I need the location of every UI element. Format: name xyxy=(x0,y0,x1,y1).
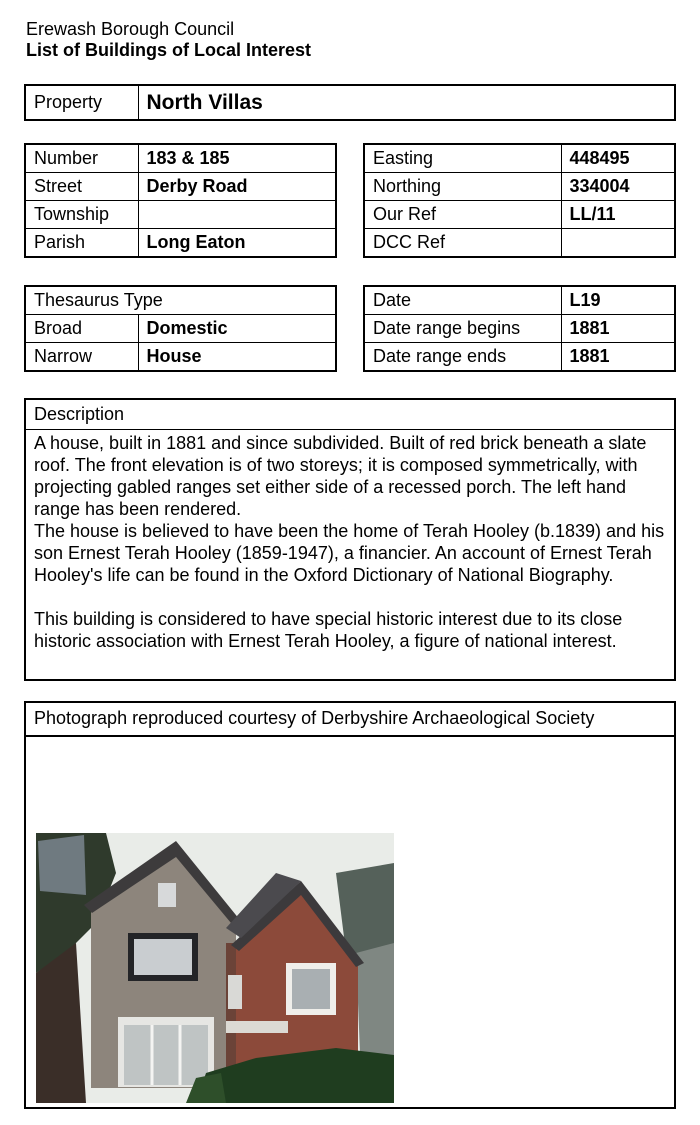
township-label: Township xyxy=(25,201,138,229)
property-name: North Villas xyxy=(138,85,675,120)
table-row xyxy=(364,201,675,229)
description-title: Description xyxy=(26,400,674,430)
number-label: Number xyxy=(25,144,138,173)
northing-label: Northing xyxy=(364,173,561,201)
date-value: L19 xyxy=(561,286,675,315)
table-row xyxy=(364,144,675,173)
dcc-ref-label: DCC Ref xyxy=(364,229,561,258)
our-ref-value: LL/11 xyxy=(561,201,675,229)
property-label: Property xyxy=(25,85,138,120)
table-row xyxy=(364,173,675,201)
broad-label: Broad xyxy=(25,315,138,343)
table-row xyxy=(25,85,675,120)
description-paragraph: A house, built in 1881 and since subdivided. Built of red brick beneath a slate roof. The front elevation is of two storeys; it is composed symmetrically, with projecting gabled ranges set either side of a recessed porch. The left hand range has been rendered. xyxy=(34,433,647,519)
dcc-ref-value xyxy=(561,229,675,258)
our-ref-label: Our Ref xyxy=(364,201,561,229)
broad-value: Domestic xyxy=(138,315,336,343)
table-row xyxy=(364,343,675,372)
grid-reference-table xyxy=(363,143,676,258)
number-value: 183 & 185 xyxy=(138,144,336,173)
table-row xyxy=(364,315,675,343)
thesaurus-table xyxy=(24,285,337,372)
description-body xyxy=(26,430,674,652)
easting-label: Easting xyxy=(364,144,561,173)
table-row xyxy=(25,144,336,173)
table-row xyxy=(25,315,336,343)
table-row xyxy=(25,201,336,229)
street-value: Derby Road xyxy=(138,173,336,201)
parish-value: Long Eaton xyxy=(138,229,336,258)
parish-label: Parish xyxy=(25,229,138,258)
description-panel xyxy=(24,398,676,681)
list-title: List of Buildings of Local Interest xyxy=(26,40,312,60)
description-paragraph: This building is considered to have special historic interest due to its close historic association with Ernest Terah Hooley, a figure of national interest. xyxy=(34,609,623,651)
date-begins-value: 1881 xyxy=(561,315,675,343)
northing-value: 334004 xyxy=(561,173,675,201)
date-label: Date xyxy=(364,286,561,315)
date-begins-label: Date range begins xyxy=(364,315,561,343)
table-row xyxy=(25,173,336,201)
narrow-value: House xyxy=(138,343,336,372)
table-row xyxy=(25,229,336,258)
date-table xyxy=(363,285,676,372)
easting-value: 448495 xyxy=(561,144,675,173)
date-ends-value: 1881 xyxy=(561,343,675,372)
table-row xyxy=(364,229,675,258)
table-row xyxy=(25,286,336,315)
council-name: Erewash Borough Council xyxy=(26,19,235,39)
table-row xyxy=(25,343,336,372)
photograph-panel xyxy=(24,701,676,1109)
street-label: Street xyxy=(25,173,138,201)
property-table xyxy=(24,84,676,121)
table-row xyxy=(364,286,675,315)
township-value xyxy=(138,201,336,229)
date-ends-label: Date range ends xyxy=(364,343,561,372)
photograph-caption: Photograph reproduced courtesy of Derbyshire Archaeological Society xyxy=(26,703,674,737)
description-paragraph: The house is believed to have been the home of Terah Hooley (b.1839) and his son Ernest Terah Hooley (1859-1947), a financier. An account of Ernest Terah Hooley's life can be found in the Oxford Dictionary of National Biography. xyxy=(34,521,665,585)
thesaurus-title: Thesaurus Type xyxy=(25,286,336,315)
narrow-label: Narrow xyxy=(25,343,138,372)
address-table xyxy=(24,143,337,258)
building-photo xyxy=(36,833,394,1103)
